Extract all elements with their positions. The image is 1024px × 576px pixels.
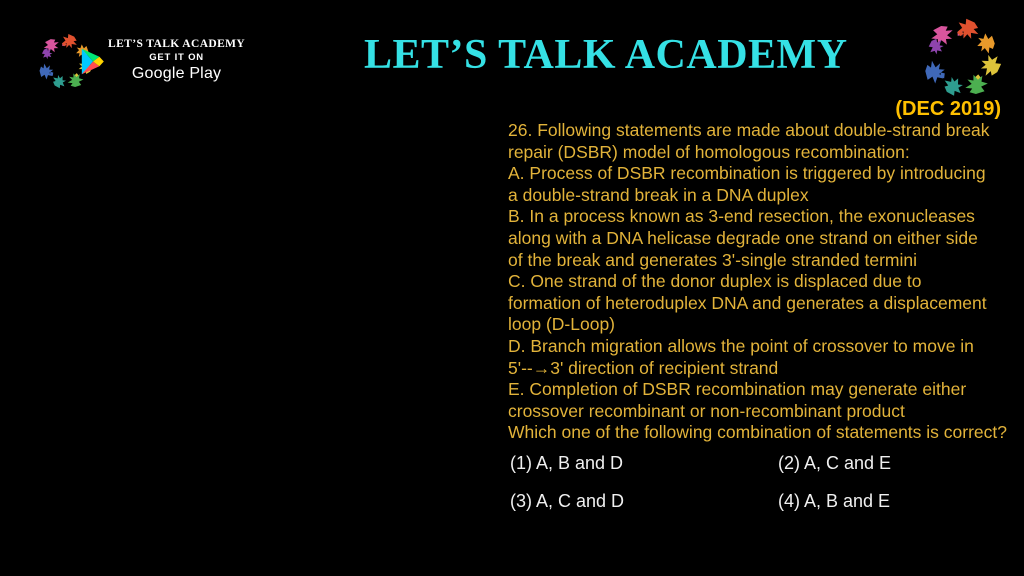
question-line: Which one of the following combination of statements is correct? [508, 422, 1007, 443]
question-line: formation of heteroduplex DNA and generates a displacement [508, 292, 987, 313]
google-play-badge-text [108, 37, 245, 83]
google-play-badge[interactable] [81, 37, 245, 83]
option-2: (2) A, C and E [778, 453, 892, 473]
question-line: C. One strand of the donor duplex is displaced due to [508, 271, 922, 292]
google-play-icon [81, 46, 105, 77]
badge-get-it-on-label: GET IT ON [149, 52, 204, 63]
option-1: (1) A, B and D [510, 453, 624, 473]
question-line: of the break and generates 3'-single stranded termini [508, 249, 918, 270]
badge-academy-label: LET’S TALK ACADEMY [108, 38, 246, 50]
question-line: E. Completion of DSBR recombination may generate either [508, 379, 967, 400]
academy-logo-icon-right [916, 13, 1007, 104]
question-line: A. Process of DSBR recombination is triggered by introducing [508, 163, 986, 184]
question-line: B. In a process known as 3-end resection, the exonucleases [508, 206, 975, 227]
question-line: along with a DNA helicase degrade one strand on either side [508, 227, 978, 248]
question-line: loop (D-Loop) [508, 314, 615, 335]
question-line: 5'--→3' direction of recipient strand [508, 357, 779, 378]
exam-date-label: (DEC 2019) [895, 98, 1001, 120]
question-text [508, 120, 1014, 444]
question-line: D. Branch migration allows the point of crossover to move in [508, 335, 974, 356]
question-line: repair (DSBR) model of homologous recombination: [508, 141, 910, 162]
question-line: a double-strand break in a DNA duplex [508, 184, 809, 205]
badge-google-play-label: Google Play [131, 65, 222, 82]
option-3: (3) A, C and D [510, 491, 625, 511]
option-4: (4) A, B and E [778, 491, 891, 511]
question-line: 26. Following statements are made about double-strand break [508, 120, 990, 140]
page-title: LET’S TALK ACADEMY [364, 32, 848, 78]
question-line: crossover recombinant or non-recombinant product [508, 400, 905, 421]
answer-options [510, 453, 1015, 523]
